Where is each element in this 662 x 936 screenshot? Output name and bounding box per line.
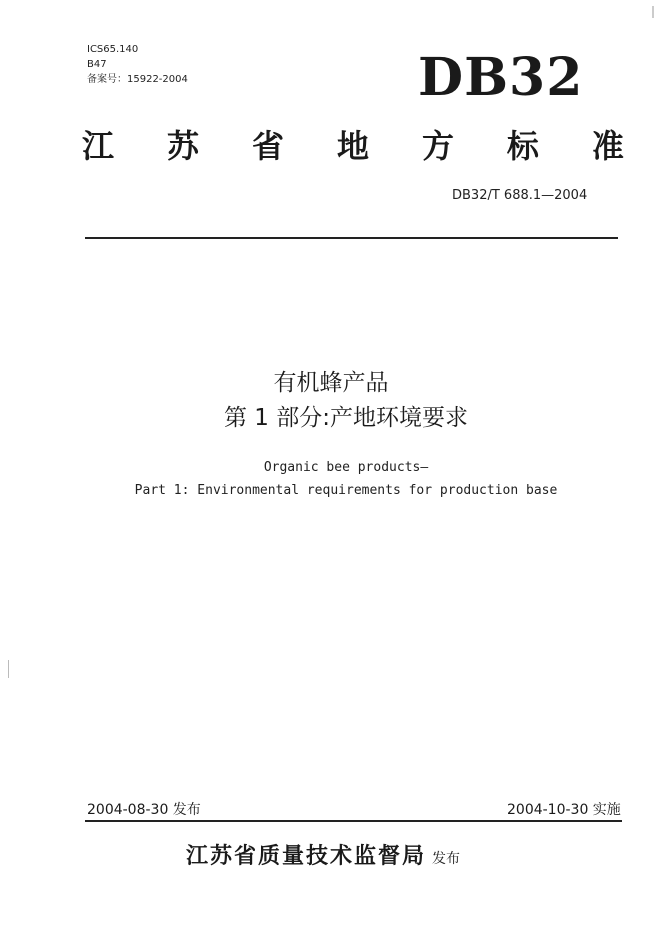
issue-date: 2004-08-30 发布 bbox=[87, 802, 201, 818]
standard-type-char: 标 bbox=[506, 127, 539, 165]
filing-number: 备案号：15922-2004 bbox=[87, 74, 188, 85]
standard-number: DB32/T 688.1—2004 bbox=[452, 188, 588, 203]
standard-type-char: 江 bbox=[82, 127, 115, 165]
standard-type-char: 地 bbox=[336, 127, 369, 165]
standard-type-char: 方 bbox=[421, 127, 454, 165]
publisher-name: 江苏省质量技术监督局 bbox=[186, 844, 427, 869]
scan-corner-mark bbox=[652, 6, 654, 18]
publisher bbox=[186, 839, 460, 870]
publisher-suffix: 发布 bbox=[432, 851, 461, 867]
implementation-date: 2004-10-30 实施 bbox=[507, 802, 621, 818]
title-chinese-line1: 有机蜂产品 bbox=[273, 370, 389, 396]
document-metadata bbox=[87, 42, 188, 87]
standard-type-char: 准 bbox=[591, 127, 624, 165]
standard-prefix: DB32 bbox=[418, 47, 584, 108]
scan-edge-mark bbox=[8, 660, 9, 678]
classification-code: B47 bbox=[87, 59, 107, 70]
header-divider bbox=[85, 237, 618, 239]
title-english-line2: Part 1: Environmental requirements for production base bbox=[134, 483, 558, 498]
footer-divider bbox=[85, 820, 622, 822]
standard-type-heading bbox=[82, 127, 624, 165]
title-english-line1: Organic bee products— bbox=[263, 460, 429, 475]
standard-type-char: 省 bbox=[251, 127, 284, 165]
title-chinese-line2: 第 1 部分:产地环境要求 bbox=[223, 405, 468, 431]
standard-type-char: 苏 bbox=[166, 127, 199, 165]
ics-code: ICS65.140 bbox=[87, 44, 139, 55]
